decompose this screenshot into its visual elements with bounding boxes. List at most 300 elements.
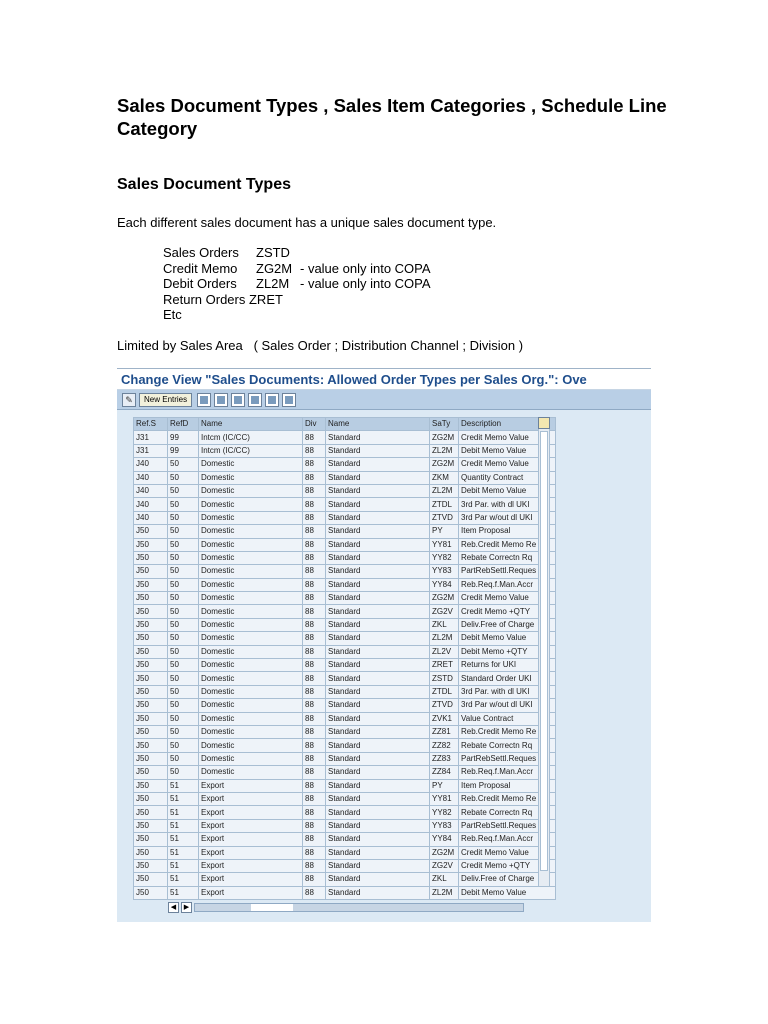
- table-cell[interactable]: Standard: [326, 725, 430, 738]
- table-cell[interactable]: 88: [303, 859, 326, 872]
- table-cell[interactable]: 50: [168, 484, 199, 497]
- table-cell[interactable]: 50: [168, 632, 199, 645]
- table-cell[interactable]: 88: [303, 846, 326, 859]
- table-row[interactable]: [134, 525, 556, 538]
- table-cell[interactable]: Debit Memo Value: [459, 444, 556, 457]
- table-cell[interactable]: Standard: [326, 618, 430, 631]
- table-cell[interactable]: Standard: [326, 819, 430, 832]
- table-cell[interactable]: Standard: [326, 779, 430, 792]
- vertical-scrollbar[interactable]: [538, 417, 550, 887]
- table-cell[interactable]: J50: [134, 538, 168, 551]
- table-cell[interactable]: YY83: [430, 565, 459, 578]
- table-cell[interactable]: J40: [134, 511, 168, 524]
- table-cell[interactable]: Export: [199, 846, 303, 859]
- table-cell[interactable]: Standard: [326, 806, 430, 819]
- table-cell[interactable]: 50: [168, 766, 199, 779]
- table-row[interactable]: [134, 792, 556, 805]
- table-cell[interactable]: Standard: [326, 484, 430, 497]
- column-header[interactable]: Description: [459, 418, 556, 431]
- table-cell[interactable]: J50: [134, 833, 168, 846]
- table-cell[interactable]: Rebate Correctn Rq: [459, 551, 556, 564]
- table-cell[interactable]: 88: [303, 833, 326, 846]
- table-cell[interactable]: Standard: [326, 699, 430, 712]
- table-cell[interactable]: Credit Memo Value: [459, 592, 556, 605]
- table-row[interactable]: [134, 712, 556, 725]
- table-cell[interactable]: ZKM: [430, 471, 459, 484]
- table-cell[interactable]: ZTDL: [430, 685, 459, 698]
- table-cell[interactable]: ZZ84: [430, 766, 459, 779]
- table-cell[interactable]: 51: [168, 806, 199, 819]
- table-cell[interactable]: J40: [134, 458, 168, 471]
- table-cell[interactable]: Domestic: [199, 632, 303, 645]
- table-cell[interactable]: Debit Memo Value: [459, 886, 556, 899]
- table-row[interactable]: [134, 592, 556, 605]
- table-cell[interactable]: Standard: [326, 632, 430, 645]
- table-cell[interactable]: Standard: [326, 659, 430, 672]
- table-row[interactable]: [134, 618, 556, 631]
- table-cell[interactable]: 88: [303, 538, 326, 551]
- table-cell[interactable]: PartRebSettl.Reques: [459, 565, 556, 578]
- table-row[interactable]: [134, 605, 556, 618]
- table-cell[interactable]: 50: [168, 618, 199, 631]
- table-cell[interactable]: Domestic: [199, 752, 303, 765]
- table-cell[interactable]: Export: [199, 859, 303, 872]
- table-row[interactable]: [134, 873, 556, 886]
- column-header[interactable]: Name: [199, 418, 303, 431]
- table-cell[interactable]: 3rd Par w/out dl UKI: [459, 699, 556, 712]
- table-cell[interactable]: 88: [303, 592, 326, 605]
- table-cell[interactable]: 99: [168, 444, 199, 457]
- table-row[interactable]: [134, 699, 556, 712]
- table-cell[interactable]: 88: [303, 498, 326, 511]
- table-cell[interactable]: Standard: [326, 859, 430, 872]
- table-cell[interactable]: 3rd Par. with dl UKI: [459, 498, 556, 511]
- table-cell[interactable]: 50: [168, 672, 199, 685]
- table-cell[interactable]: 50: [168, 605, 199, 618]
- scroll-thumb[interactable]: [251, 904, 293, 911]
- table-cell[interactable]: 3rd Par. with dl UKI: [459, 685, 556, 698]
- table-cell[interactable]: Export: [199, 779, 303, 792]
- table-cell[interactable]: Domestic: [199, 471, 303, 484]
- table-cell[interactable]: Domestic: [199, 766, 303, 779]
- table-cell[interactable]: 50: [168, 511, 199, 524]
- table-cell[interactable]: J40: [134, 484, 168, 497]
- table-row[interactable]: [134, 645, 556, 658]
- table-cell[interactable]: Credit Memo Value: [459, 431, 556, 444]
- table-cell[interactable]: J50: [134, 779, 168, 792]
- table-cell[interactable]: ZG2V: [430, 605, 459, 618]
- table-cell[interactable]: ZL2V: [430, 645, 459, 658]
- table-cell[interactable]: Export: [199, 833, 303, 846]
- scroll-right-icon[interactable]: ▶: [181, 902, 192, 913]
- table-cell[interactable]: Standard: [326, 605, 430, 618]
- table-cell[interactable]: Standard: [326, 578, 430, 591]
- table-cell[interactable]: ZG2M: [430, 846, 459, 859]
- column-header[interactable]: SaTy: [430, 418, 459, 431]
- table-cell[interactable]: 88: [303, 779, 326, 792]
- table-cell[interactable]: Credit Memo +QTY: [459, 605, 556, 618]
- table-cell[interactable]: J40: [134, 498, 168, 511]
- column-header[interactable]: Ref.S: [134, 418, 168, 431]
- table-cell[interactable]: 50: [168, 645, 199, 658]
- table-cell[interactable]: J50: [134, 846, 168, 859]
- table-cell[interactable]: ZSTD: [430, 672, 459, 685]
- table-cell[interactable]: J50: [134, 699, 168, 712]
- table-cell[interactable]: Reb.Credit Memo Re: [459, 538, 556, 551]
- table-cell[interactable]: Returns for UKI: [459, 659, 556, 672]
- table-cell[interactable]: Quantity Contract: [459, 471, 556, 484]
- table-cell[interactable]: Domestic: [199, 578, 303, 591]
- table-cell[interactable]: Domestic: [199, 712, 303, 725]
- table-cell[interactable]: J50: [134, 739, 168, 752]
- table-cell[interactable]: 88: [303, 886, 326, 899]
- table-cell[interactable]: 88: [303, 618, 326, 631]
- table-cell[interactable]: J50: [134, 752, 168, 765]
- table-cell[interactable]: Domestic: [199, 659, 303, 672]
- table-cell[interactable]: 50: [168, 551, 199, 564]
- table-cell[interactable]: Standard: [326, 551, 430, 564]
- table-cell[interactable]: Domestic: [199, 538, 303, 551]
- table-cell[interactable]: J50: [134, 766, 168, 779]
- table-cell[interactable]: 88: [303, 766, 326, 779]
- table-cell[interactable]: Standard: [326, 833, 430, 846]
- table-cell[interactable]: 51: [168, 792, 199, 805]
- table-cell[interactable]: J50: [134, 525, 168, 538]
- table-cell[interactable]: J40: [134, 471, 168, 484]
- horizontal-scrollbar[interactable]: [168, 901, 552, 914]
- table-cell[interactable]: ZKL: [430, 618, 459, 631]
- table-row[interactable]: [134, 458, 556, 471]
- table-cell[interactable]: J50: [134, 792, 168, 805]
- edit-icon[interactable]: ✎: [122, 393, 136, 407]
- table-cell[interactable]: Standard: [326, 712, 430, 725]
- table-cell[interactable]: 50: [168, 725, 199, 738]
- table-cell[interactable]: Standard: [326, 766, 430, 779]
- table-cell[interactable]: Domestic: [199, 592, 303, 605]
- table-row[interactable]: [134, 779, 556, 792]
- table-cell[interactable]: J50: [134, 819, 168, 832]
- table-cell[interactable]: 88: [303, 645, 326, 658]
- table-cell[interactable]: Value Contract: [459, 712, 556, 725]
- table-cell[interactable]: Intcm (IC/CC): [199, 431, 303, 444]
- table-row[interactable]: [134, 672, 556, 685]
- table-cell[interactable]: Standard: [326, 525, 430, 538]
- table-cell[interactable]: J50: [134, 618, 168, 631]
- table-cell[interactable]: ZG2M: [430, 458, 459, 471]
- table-cell[interactable]: ZTVD: [430, 699, 459, 712]
- table-cell[interactable]: 50: [168, 659, 199, 672]
- table-cell[interactable]: J50: [134, 645, 168, 658]
- scroll-thumb[interactable]: [540, 431, 548, 871]
- table-cell[interactable]: 99: [168, 431, 199, 444]
- table-cell[interactable]: ZZ83: [430, 752, 459, 765]
- column-header[interactable]: Name: [326, 418, 430, 431]
- table-cell[interactable]: 88: [303, 605, 326, 618]
- table-cell[interactable]: Standard: [326, 752, 430, 765]
- table-cell[interactable]: J31: [134, 444, 168, 457]
- table-cell[interactable]: PartRebSettl.Reques: [459, 819, 556, 832]
- table-row[interactable]: [134, 578, 556, 591]
- table-cell[interactable]: ZL2M: [430, 632, 459, 645]
- table-cell[interactable]: ZKL: [430, 873, 459, 886]
- table-cell[interactable]: Debit Memo +QTY: [459, 645, 556, 658]
- table-cell[interactable]: J50: [134, 632, 168, 645]
- table-cell[interactable]: Standard Order UKI: [459, 672, 556, 685]
- table-cell[interactable]: 51: [168, 833, 199, 846]
- table-row[interactable]: [134, 632, 556, 645]
- table-cell[interactable]: Domestic: [199, 565, 303, 578]
- table-cell[interactable]: ZG2M: [430, 431, 459, 444]
- table-cell[interactable]: Export: [199, 792, 303, 805]
- table-cell[interactable]: Standard: [326, 592, 430, 605]
- table-cell[interactable]: YY84: [430, 578, 459, 591]
- column-header[interactable]: Div: [303, 418, 326, 431]
- table-cell[interactable]: Domestic: [199, 484, 303, 497]
- table-cell[interactable]: 50: [168, 498, 199, 511]
- table-cell[interactable]: 88: [303, 431, 326, 444]
- table-cell[interactable]: 51: [168, 886, 199, 899]
- table-cell[interactable]: 88: [303, 471, 326, 484]
- select-block-icon[interactable]: [265, 393, 279, 407]
- table-cell[interactable]: 50: [168, 525, 199, 538]
- undo-icon[interactable]: [231, 393, 245, 407]
- table-cell[interactable]: 88: [303, 819, 326, 832]
- table-row[interactable]: [134, 484, 556, 497]
- table-cell[interactable]: Credit Memo Value: [459, 846, 556, 859]
- table-cell[interactable]: J50: [134, 565, 168, 578]
- table-cell[interactable]: ZVK1: [430, 712, 459, 725]
- table-cell[interactable]: 88: [303, 712, 326, 725]
- table-cell[interactable]: 50: [168, 699, 199, 712]
- scroll-left-icon[interactable]: ◀: [168, 902, 179, 913]
- table-cell[interactable]: 88: [303, 659, 326, 672]
- table-cell[interactable]: 50: [168, 752, 199, 765]
- table-cell[interactable]: YY81: [430, 792, 459, 805]
- table-cell[interactable]: 50: [168, 458, 199, 471]
- table-cell[interactable]: J50: [134, 592, 168, 605]
- column-header[interactable]: RefD: [168, 418, 199, 431]
- table-cell[interactable]: Domestic: [199, 699, 303, 712]
- table-cell[interactable]: ZG2V: [430, 859, 459, 872]
- table-cell[interactable]: 50: [168, 739, 199, 752]
- table-cell[interactable]: 88: [303, 511, 326, 524]
- table-cell[interactable]: PY: [430, 779, 459, 792]
- table-cell[interactable]: Domestic: [199, 739, 303, 752]
- table-row[interactable]: [134, 538, 556, 551]
- table-cell[interactable]: 88: [303, 699, 326, 712]
- table-cell[interactable]: 51: [168, 779, 199, 792]
- table-cell[interactable]: 50: [168, 471, 199, 484]
- table-cell[interactable]: 51: [168, 873, 199, 886]
- table-cell[interactable]: Export: [199, 806, 303, 819]
- table-cell[interactable]: 50: [168, 578, 199, 591]
- table-cell[interactable]: Debit Memo Value: [459, 632, 556, 645]
- table-cell[interactable]: 50: [168, 712, 199, 725]
- table-row[interactable]: [134, 819, 556, 832]
- table-cell[interactable]: Reb.Req.f.Man.Accr: [459, 578, 556, 591]
- table-cell[interactable]: 88: [303, 873, 326, 886]
- table-cell[interactable]: Domestic: [199, 685, 303, 698]
- table-cell[interactable]: J50: [134, 886, 168, 899]
- table-cell[interactable]: 88: [303, 685, 326, 698]
- table-cell[interactable]: 88: [303, 752, 326, 765]
- table-row[interactable]: [134, 471, 556, 484]
- table-cell[interactable]: Credit Memo +QTY: [459, 859, 556, 872]
- table-cell[interactable]: Rebate Correctn Rq: [459, 806, 556, 819]
- table-cell[interactable]: Export: [199, 886, 303, 899]
- column-settings-icon[interactable]: [538, 417, 550, 429]
- table-row[interactable]: [134, 833, 556, 846]
- table-cell[interactable]: J50: [134, 712, 168, 725]
- table-cell[interactable]: 88: [303, 792, 326, 805]
- table-cell[interactable]: J50: [134, 685, 168, 698]
- table-cell[interactable]: Deliv.Free of Charge: [459, 873, 556, 886]
- table-cell[interactable]: Item Proposal: [459, 525, 556, 538]
- table-cell[interactable]: Standard: [326, 444, 430, 457]
- table-cell[interactable]: Domestic: [199, 725, 303, 738]
- table-row[interactable]: [134, 725, 556, 738]
- table-row[interactable]: [134, 859, 556, 872]
- select-all-icon[interactable]: [248, 393, 262, 407]
- table-cell[interactable]: J31: [134, 431, 168, 444]
- deselect-icon[interactable]: [282, 393, 296, 407]
- table-cell[interactable]: Standard: [326, 645, 430, 658]
- table-cell[interactable]: Export: [199, 819, 303, 832]
- table-cell[interactable]: Intcm (IC/CC): [199, 444, 303, 457]
- table-cell[interactable]: Reb.Req.f.Man.Accr: [459, 766, 556, 779]
- table-cell[interactable]: Domestic: [199, 618, 303, 631]
- table-cell[interactable]: ZL2M: [430, 444, 459, 457]
- table-cell[interactable]: 51: [168, 819, 199, 832]
- copy-icon[interactable]: [197, 393, 211, 407]
- table-cell[interactable]: 51: [168, 846, 199, 859]
- table-row[interactable]: [134, 752, 556, 765]
- table-cell[interactable]: Standard: [326, 886, 430, 899]
- table-cell[interactable]: YY82: [430, 806, 459, 819]
- table-cell[interactable]: 50: [168, 685, 199, 698]
- table-cell[interactable]: Standard: [326, 458, 430, 471]
- table-cell[interactable]: 3rd Par w/out dl UKI: [459, 511, 556, 524]
- table-row[interactable]: [134, 444, 556, 457]
- table-cell[interactable]: 88: [303, 578, 326, 591]
- table-cell[interactable]: 88: [303, 725, 326, 738]
- table-cell[interactable]: ZL2M: [430, 886, 459, 899]
- table-cell[interactable]: J50: [134, 659, 168, 672]
- table-cell[interactable]: ZTDL: [430, 498, 459, 511]
- new-entries-button[interactable]: New Entries: [139, 393, 192, 407]
- table-cell[interactable]: Domestic: [199, 672, 303, 685]
- table-cell[interactable]: YY82: [430, 551, 459, 564]
- table-cell[interactable]: J50: [134, 605, 168, 618]
- table-cell[interactable]: 88: [303, 739, 326, 752]
- table-cell[interactable]: Standard: [326, 846, 430, 859]
- table-cell[interactable]: J50: [134, 725, 168, 738]
- table-cell[interactable]: Reb.Req.f.Man.Accr: [459, 833, 556, 846]
- table-cell[interactable]: Item Proposal: [459, 779, 556, 792]
- table-cell[interactable]: 88: [303, 565, 326, 578]
- table-row[interactable]: [134, 511, 556, 524]
- table-cell[interactable]: Standard: [326, 565, 430, 578]
- table-cell[interactable]: Reb.Credit Memo Re: [459, 725, 556, 738]
- scroll-track[interactable]: [194, 903, 524, 912]
- table-cell[interactable]: Export: [199, 873, 303, 886]
- table-row[interactable]: [134, 766, 556, 779]
- table-cell[interactable]: 88: [303, 484, 326, 497]
- table-cell[interactable]: 88: [303, 444, 326, 457]
- table-cell[interactable]: Domestic: [199, 498, 303, 511]
- table-cell[interactable]: YY84: [430, 833, 459, 846]
- table-cell[interactable]: Standard: [326, 471, 430, 484]
- table-row[interactable]: [134, 551, 556, 564]
- table-row[interactable]: [134, 431, 556, 444]
- table-cell[interactable]: Deliv.Free of Charge: [459, 618, 556, 631]
- table-cell[interactable]: J50: [134, 873, 168, 886]
- table-cell[interactable]: ZL2M: [430, 484, 459, 497]
- table-cell[interactable]: Domestic: [199, 525, 303, 538]
- table-cell[interactable]: 88: [303, 672, 326, 685]
- table-cell[interactable]: ZRET: [430, 659, 459, 672]
- table-cell[interactable]: Standard: [326, 873, 430, 886]
- table-cell[interactable]: 88: [303, 525, 326, 538]
- table-cell[interactable]: Reb.Credit Memo Re: [459, 792, 556, 805]
- table-row[interactable]: [134, 846, 556, 859]
- table-cell[interactable]: Standard: [326, 511, 430, 524]
- table-cell[interactable]: 50: [168, 538, 199, 551]
- table-cell[interactable]: J50: [134, 551, 168, 564]
- table-cell[interactable]: Standard: [326, 538, 430, 551]
- table-cell[interactable]: YY83: [430, 819, 459, 832]
- table-cell[interactable]: PY: [430, 525, 459, 538]
- table-cell[interactable]: 50: [168, 565, 199, 578]
- table-cell[interactable]: 51: [168, 859, 199, 872]
- table-cell[interactable]: Standard: [326, 739, 430, 752]
- table-cell[interactable]: Standard: [326, 431, 430, 444]
- table-row[interactable]: [134, 565, 556, 578]
- table-cell[interactable]: J50: [134, 578, 168, 591]
- table-cell[interactable]: Domestic: [199, 458, 303, 471]
- table-cell[interactable]: 88: [303, 806, 326, 819]
- table-cell[interactable]: Domestic: [199, 645, 303, 658]
- table-cell[interactable]: Standard: [326, 685, 430, 698]
- table-cell[interactable]: Standard: [326, 672, 430, 685]
- table-cell[interactable]: Rebate Correctn Rq: [459, 739, 556, 752]
- table-cell[interactable]: ZZ82: [430, 739, 459, 752]
- table-cell[interactable]: 88: [303, 632, 326, 645]
- table-cell[interactable]: Domestic: [199, 605, 303, 618]
- table-cell[interactable]: Domestic: [199, 551, 303, 564]
- table-cell[interactable]: ZTVD: [430, 511, 459, 524]
- table-cell[interactable]: 50: [168, 592, 199, 605]
- table-cell[interactable]: Domestic: [199, 511, 303, 524]
- table-row[interactable]: [134, 685, 556, 698]
- table-cell[interactable]: Debit Memo Value: [459, 484, 556, 497]
- table-cell[interactable]: J50: [134, 672, 168, 685]
- table-cell[interactable]: Standard: [326, 498, 430, 511]
- table-row[interactable]: [134, 659, 556, 672]
- table-cell[interactable]: Credit Memo Value: [459, 458, 556, 471]
- table-row[interactable]: [134, 886, 556, 899]
- table-cell[interactable]: 88: [303, 458, 326, 471]
- table-cell[interactable]: ZG2M: [430, 592, 459, 605]
- table-cell[interactable]: Standard: [326, 792, 430, 805]
- table-cell[interactable]: PartRebSettl.Reques: [459, 752, 556, 765]
- delete-icon[interactable]: [214, 393, 228, 407]
- table-cell[interactable]: ZZ81: [430, 725, 459, 738]
- table-cell[interactable]: J50: [134, 806, 168, 819]
- table-cell[interactable]: 88: [303, 551, 326, 564]
- table-row[interactable]: [134, 739, 556, 752]
- table-row[interactable]: [134, 806, 556, 819]
